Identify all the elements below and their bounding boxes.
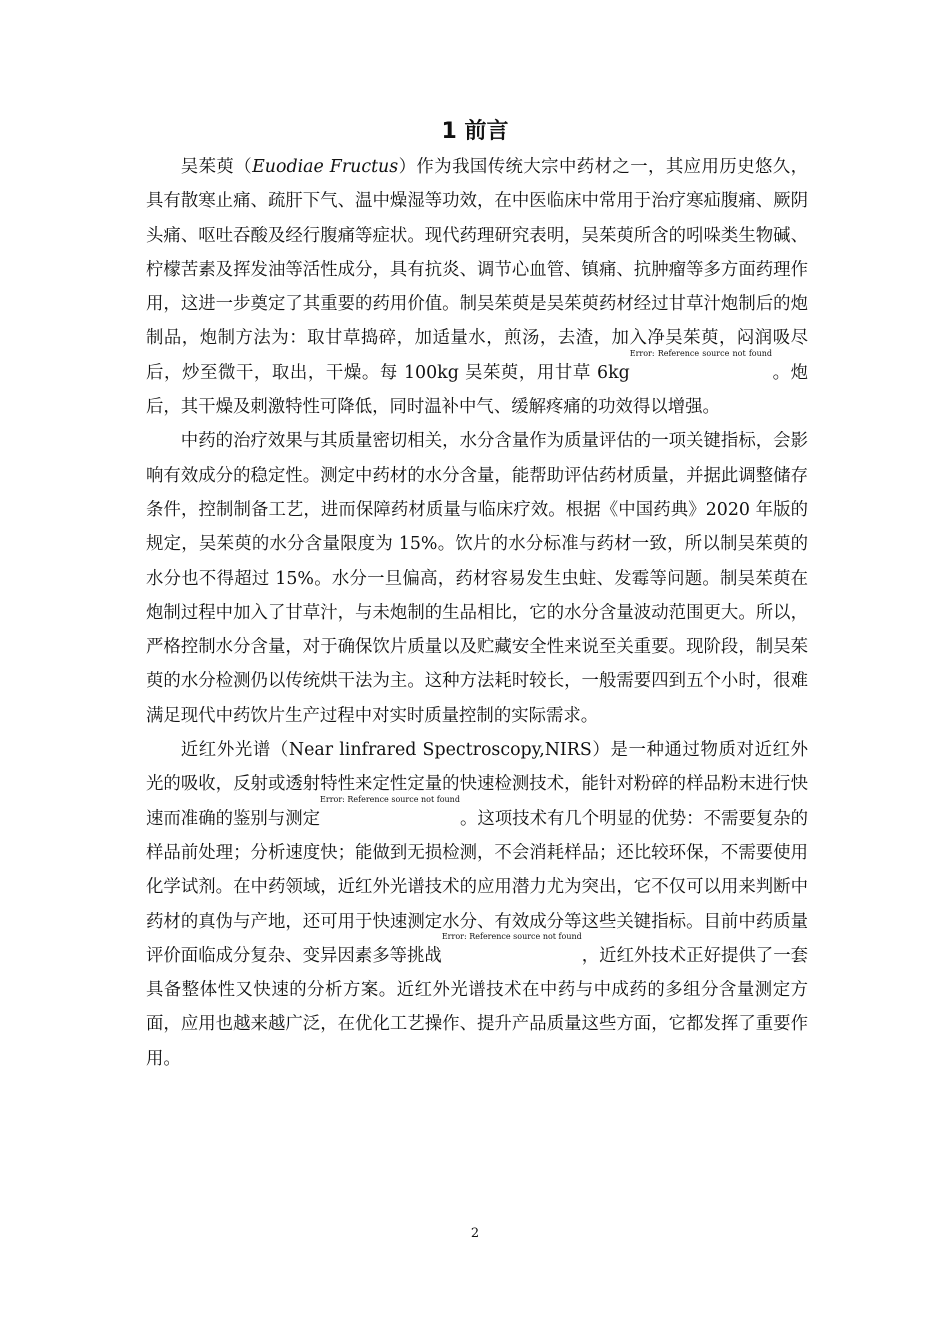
reference-error: Error: Reference source not found (441, 931, 582, 941)
p3-text-b: 。这项技术有几个明显的优势：不需要复杂的样品前处理；分析速度快；能做到无损检测，不会消耗样品；还比较环保，不需要使用化学试剂。在中药领域，近红外光谱技术的应用潜力尤为突出，它不仅可以用来判断中药材的真伪与产地，还可用于快速测定水分、有效成分等这些关键指标。目前中药质量评价面临成分复杂、变异因素多等挑战 (146, 808, 808, 966)
section-title: 1 前言 (441, 119, 509, 144)
p1-text-b: ）作为我国传统大宗中药材之一，其应用历史悠久，具有散寒止痛、疏肝下气、温中燥湿等功效，在中医临床中常用于治疗寒疝腹痛、厥阴头痛、呕吐吞酸及经行腹痛等症状。现代药理研究表明，吴茱萸所含的吲哚类生物碱、柠檬苦素及挥发油等活性成分，具有抗炎、调节心血管、镇痛、抗肿瘤等多方面药理作用，这进一步奠定了其重要的药用价值。制吴茱萸是吴茱萸药材经过甘草汁炮制后的炮制品，炮制方法为：取甘草捣碎，加适量水，煎汤，去渣，加入净吴茱萸，闷润吸尽后，炒至微干，取出，干燥。每 100kg 吴茱萸，用甘草 6kg (146, 157, 808, 383)
reference-error: Error: Reference source not found (320, 794, 460, 804)
paragraph-1 (146, 150, 808, 424)
reference-error: Error: Reference source not found (629, 348, 773, 358)
paragraph-2: 中药的治疗效果与其质量密切相关，水分含量作为质量评估的一项关键指标，会影响有效成分的稳定性。测定中药材的水分含量，能帮助评估药材质量，并据此调整储存条件，控制制备工艺，进而保障药材质量与临床疗效。根据《中国药典》2020 年版的规定，吴茱萸的水分含量限度为 15%。饮片的水分标准与药材一致，所以制吴茱萸的水分也不得超过 15%。水分一旦偏高，药材容易发生虫蛀、发霉等问题。制吴茱萸在炮制过程中加入了甘草汁，与未炮制的生品相比，它的水分含量波动范围更大。所以，严格控制水分含量，对于确保饮片质量以及贮藏安全性来说至关重要。现阶段，制吴茱萸的水分检测仍以传统烘干法为主。这种方法耗时较长，一般需要四到五个小时，很难满足现代中药饮片生产过程中对实时质量控制的实际需求。 (146, 431, 808, 726)
page-number: 2 (470, 1226, 480, 1241)
paragraph-3 (146, 733, 808, 1076)
section-body (146, 150, 808, 1076)
p1-text-a: 吴茱萸（ (180, 157, 253, 177)
latin-name: Euodiae Fructus (252, 157, 399, 177)
p3-text-c: ，近红外技术正好提供了一套具备整体性又快速的分析方案。近红外光谱技术在中药与中成药的多组分含量测定方面，应用也越来越广泛，在优化工艺操作、提升产品质量这些方面，它都发挥了重要作用。 (146, 945, 808, 1069)
p3-text-a: 近红外光谱（Near linfrared Spectroscopy,NIRS）是一种通过物质对近红外光的吸收，反射或透射特性来定性定量的快速检测技术，能针对粉碎的样品粉末进行快速而准确的鉴别与测定 (146, 740, 808, 829)
p1-text-c: 。炮后，其干燥及刺激特性可降低，同时温补中气、缓解疼痛的功效得以增强。 (146, 362, 809, 418)
